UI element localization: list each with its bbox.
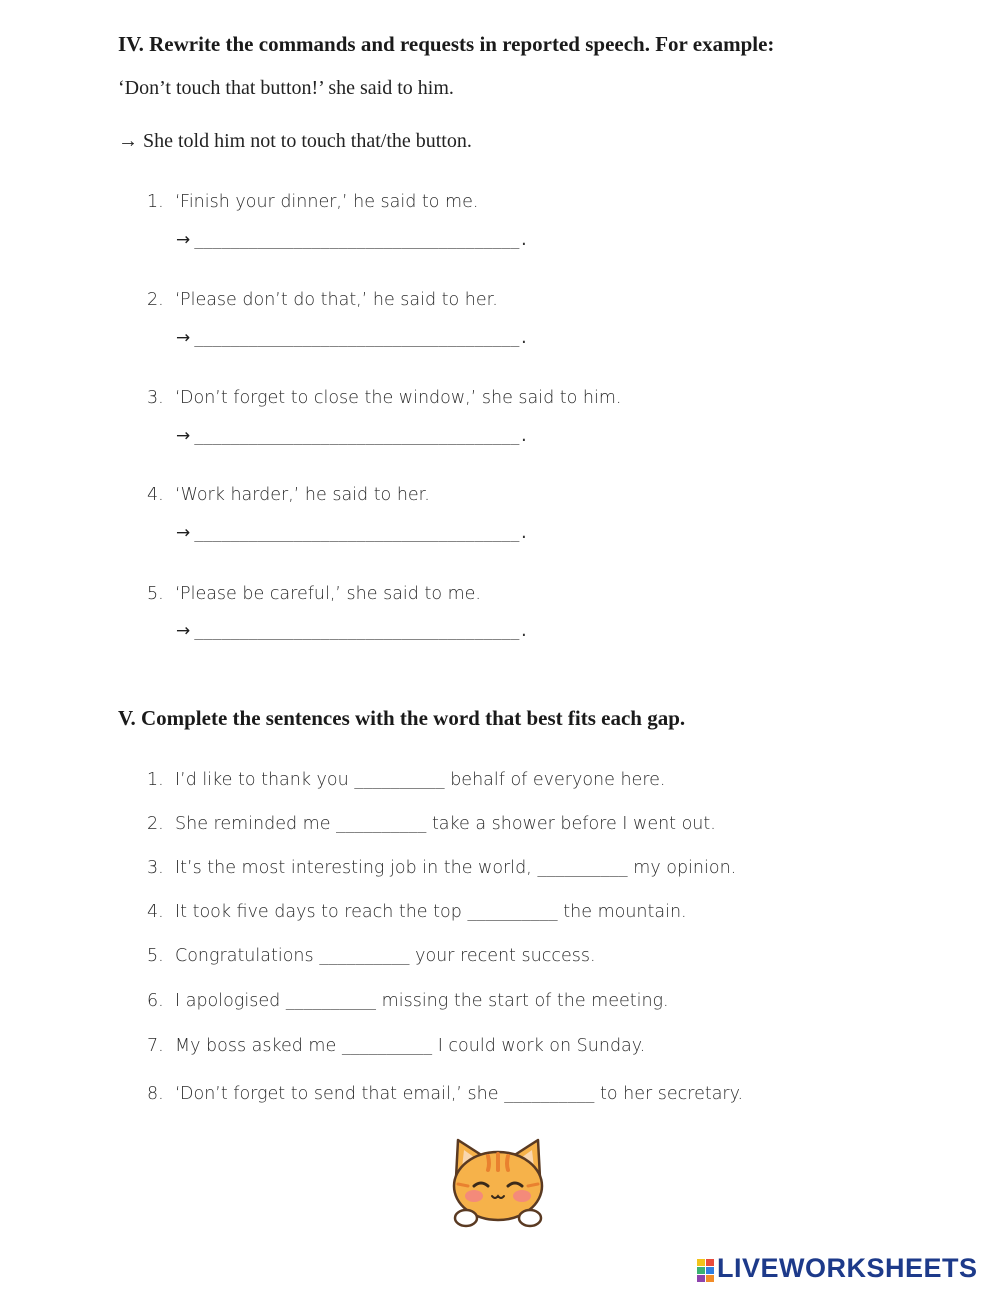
section-4-heading: IV. Rewrite the commands and requests in reported speech. For example:: [118, 32, 775, 56]
list-item: [147, 902, 687, 922]
gap-input[interactable]: __________: [285, 992, 377, 1010]
example-answer: → She told him not to touch that/the button.: [118, 130, 472, 152]
answer-row: [176, 328, 528, 348]
item-text-after: to her secretary.: [600, 1084, 744, 1104]
item-text-before: I apologised: [175, 991, 281, 1011]
answer-input[interactable]: ____________________________________.: [194, 231, 529, 249]
gap-input[interactable]: __________: [504, 1085, 595, 1103]
arrow-icon: →: [176, 523, 191, 543]
item-text-after: I could work on Sunday.: [437, 1036, 646, 1056]
item-text-before: ‘Don’t forget to send that email,’ she: [175, 1084, 499, 1104]
item-text: ‘Work harder,’ he said to her.: [175, 485, 430, 505]
list-item: [147, 814, 716, 834]
item-number: 3.: [147, 858, 164, 878]
gap-input[interactable]: __________: [341, 1037, 433, 1055]
item-text-before: My boss asked me: [175, 1036, 337, 1056]
gap-input[interactable]: __________: [537, 859, 628, 877]
gap-input[interactable]: __________: [354, 771, 445, 789]
item-number: 4.: [147, 485, 164, 505]
item-text: ‘Finish your dinner,’ he said to me.: [175, 192, 479, 212]
answer-row: [176, 523, 528, 543]
arrow-icon: →: [176, 621, 191, 641]
list-item: [147, 991, 669, 1011]
item-number: 1.: [147, 192, 164, 212]
list-item: [147, 192, 478, 212]
answer-row: [176, 230, 528, 250]
item-number: 8.: [147, 1084, 164, 1104]
item-number: 5.: [147, 584, 164, 604]
item-text: ‘Please be careful,’ she said to me.: [175, 584, 481, 604]
arrow-icon: →: [176, 328, 191, 348]
liveworksheets-logo[interactable]: LIVEWORKSHEETS: [717, 1253, 978, 1283]
item-text-before: It’s the most interesting job in the world,: [175, 858, 532, 878]
item-number: 2.: [147, 290, 164, 310]
item-number: 1.: [147, 770, 164, 790]
item-number: 7.: [147, 1036, 164, 1056]
item-text-after: behalf of everyone here.: [450, 770, 666, 790]
list-item: [147, 388, 621, 408]
arrow-icon: →: [176, 426, 191, 446]
item-number: 4.: [147, 902, 164, 922]
item-text-after: my opinion.: [633, 858, 737, 878]
item-text-after: your recent success.: [415, 946, 596, 966]
example-quote: ‘Don’t touch that button!’ she said to him.: [118, 77, 454, 99]
item-text-after: the mountain.: [563, 902, 687, 922]
section-5-heading: V. Complete the sentences with the word that best fits each gap.: [118, 706, 686, 730]
answer-input[interactable]: ____________________________________.: [194, 524, 529, 542]
gap-input[interactable]: __________: [336, 815, 427, 833]
item-number: 6.: [147, 991, 164, 1011]
answer-input[interactable]: ____________________________________.: [194, 329, 529, 347]
arrow-icon: →: [176, 230, 191, 250]
list-item: [147, 1084, 743, 1104]
item-text: ‘Don’t forget to close the window,’ she said to him.: [175, 388, 622, 408]
list-item: [147, 485, 430, 505]
cat-face-icon: [448, 1134, 548, 1228]
list-item: [147, 770, 665, 790]
item-number: 3.: [147, 388, 164, 408]
list-item: [147, 584, 481, 604]
list-item: [147, 946, 596, 966]
item-number: 5.: [147, 946, 164, 966]
gap-input[interactable]: __________: [319, 947, 410, 965]
answer-row: [176, 621, 528, 641]
item-number: 2.: [147, 814, 164, 834]
item-text-after: missing the start of the meeting.: [381, 991, 669, 1011]
answer-row: [176, 426, 528, 446]
list-item: [147, 290, 498, 310]
list-item: [147, 858, 736, 878]
item-text-before: Congratulations: [175, 946, 314, 966]
list-item: [147, 1036, 645, 1056]
item-text: ‘Please don’t do that,’ he said to her.: [175, 290, 498, 310]
gap-input[interactable]: __________: [467, 903, 558, 921]
answer-input[interactable]: ____________________________________.: [194, 427, 529, 445]
item-text-after: take a shower before I went out.: [431, 814, 716, 834]
item-text-before: It took five days to reach the top: [175, 902, 462, 922]
item-text-before: She reminded me: [175, 814, 331, 834]
answer-input[interactable]: ____________________________________.: [194, 622, 529, 640]
item-text-before: I’d like to thank you: [175, 770, 349, 790]
